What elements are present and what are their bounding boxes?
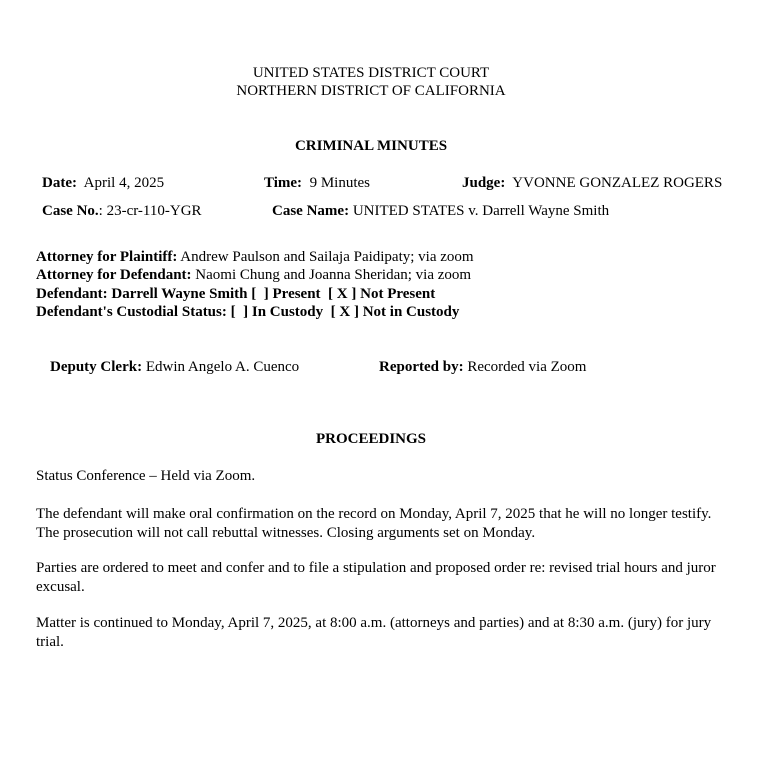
document-title: CRIMINAL MINUTES — [294, 138, 448, 154]
case-number-value: : 23-cr-110-YGR — [98, 203, 202, 219]
plaintiff-attorney-value: Andrew Paulson and Sailaja Paidipaty; via zoom — [180, 249, 474, 265]
proceedings-paragraph-1: Status Conference – Held via Zoom. — [36, 468, 256, 484]
date-label: Date: — [42, 175, 77, 191]
case-number-label: Case No. — [42, 203, 99, 219]
defendant-attorney-value: Naomi Chung and Joanna Sheridan; via zoom — [195, 267, 472, 283]
judge-value: YVONNE GONZALEZ ROGERS — [512, 175, 723, 191]
time-field — [264, 174, 370, 192]
proceedings-paragraph-2: The defendant will make oral confirmation on the record on Monday, April 7, 2025 that he will no longer testify. The prosecution will not call rebuttal witnesses. Closing arguments set on Monday. — [36, 506, 712, 541]
time-value: 9 Minutes — [309, 175, 370, 191]
deputy-clerk-label: Deputy Clerk: — [50, 359, 143, 375]
case-name-field — [272, 202, 609, 220]
reported-by-label: Reported by: — [379, 359, 464, 375]
defendant-attorney — [36, 266, 471, 284]
custodial-status: Defendant's Custodial Status: [ ] In Custody [ X ] Not in Custody — [36, 304, 460, 320]
judge-field — [462, 174, 722, 192]
case-number-field — [42, 202, 202, 220]
deputy-clerk — [50, 358, 299, 376]
date-value: April 4, 2025 — [83, 175, 165, 191]
case-name-label: Case Name: — [272, 203, 350, 219]
court-district: NORTHERN DISTRICT OF CALIFORNIA — [236, 83, 506, 99]
plaintiff-attorney — [36, 248, 474, 266]
court-name: UNITED STATES DISTRICT COURT — [252, 65, 490, 81]
proceedings-paragraph-3: Parties are ordered to meet and confer and to file a stipulation and proposed order re: revised trial hours and juror excusal. — [36, 560, 716, 595]
plaintiff-attorney-label: Attorney for Plaintiff: — [36, 249, 178, 265]
date-field — [42, 174, 164, 192]
time-label: Time: — [264, 175, 303, 191]
reported-by — [379, 358, 586, 376]
proceedings-paragraph-4: Matter is continued to Monday, April 7, 2025, at 8:00 a.m. (attorneys and parties) and at 8:30 a.m. (jury) for jury trial. — [36, 615, 712, 650]
defendant-presence: Defendant: Darrell Wayne Smith [ ] Present [ X ] Not Present — [36, 286, 436, 302]
proceedings-heading: PROCEEDINGS — [315, 431, 427, 447]
deputy-clerk-value: Edwin Angelo A. Cuenco — [145, 359, 300, 375]
reported-by-value: Recorded via Zoom — [467, 359, 587, 375]
defendant-attorney-label: Attorney for Defendant: — [36, 267, 192, 283]
judge-label: Judge: — [462, 175, 506, 191]
case-name-value: UNITED STATES v. Darrell Wayne Smith — [352, 203, 610, 219]
